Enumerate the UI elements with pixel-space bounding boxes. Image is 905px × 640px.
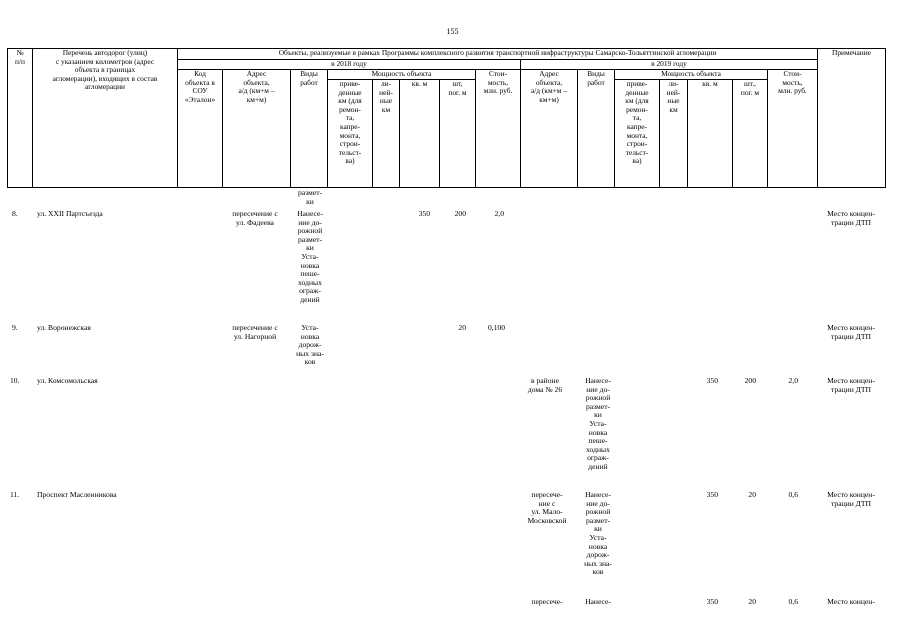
header-cost-2018: Стои- мость, млн. руб. [476,70,521,188]
road-name: Проспект Масленникова [37,490,117,499]
note: Место концен- трации ДТП [827,323,875,341]
sqm-2018: 350 [418,209,430,218]
sqm-2019: 350 [706,376,718,385]
sqm-2019: 350 [706,597,718,606]
row-num: 9. [12,323,18,332]
cost-2019: 0,6 [788,597,798,606]
header-works-2018: Виды работ [291,70,328,188]
address-2018: пересечение с ул. Нагорной [232,323,278,341]
pcs-2019: 200 [744,376,756,385]
works-2018: Уста- новка дорож- ных зна- ков [296,323,324,367]
header-roads: Перечень автодорог (улиц) с указанием километров (адрес объекта в границах агломерации), входящих в состав агломерации [33,49,178,188]
sqm-2019: 350 [706,490,718,499]
address-2019: пересече- [531,597,563,606]
note: Место концен- трации ДТП [827,209,875,227]
address-2019: в районе дома № 26 [527,376,563,394]
address-2019: пересече- ние с ул. Мало- Московской [527,490,567,525]
works-2019: Нанесе- ние до- рожной размет- ки Уста- новка пеше- ходных ограж- дений [585,376,611,471]
page-number: 155 [446,27,459,36]
pcs-2019: 20 [748,597,756,606]
cost-2019: 2,0 [788,376,798,385]
header-code: Код объекта в СОУ «Эталон» [178,70,223,188]
header-km-given-2019: приве- денные км (для ремон- та, капре- монта, строи- тельст- ва) [615,80,660,188]
header-num: № п/п [8,49,33,188]
pcs-2019: 20 [748,490,756,499]
table-header [7,48,886,188]
works-2018: Нанесе- ние до- рожной размет- ки Уста- новка пеше- ходных ограж- дений [297,209,323,304]
note: Место концен- [827,597,875,606]
pcs-2018: 20 [458,323,466,332]
header-objects: Объекты, реализуемые в рамках Программы комплексного развития транспортной инфраструктуры Самарско-Тольяттинской агломерации [178,49,818,60]
cost-2018: 2,0 [494,209,504,218]
road-name: ул. Воронежская [37,323,91,332]
header-sqm-2019: кв. м [688,80,733,188]
header-address-2018: Адрес объекта, а/д (км+м – км+м) [223,70,291,188]
header-capacity-2018: Мощность объекта [328,70,476,80]
address-2018: пересечение с ул. Фадеева [232,209,278,227]
cost-2019: 0,6 [788,490,798,499]
header-km-given-2018: приве- денные км (для ремон- та, капре- монта, строи- тельст- ва) [328,80,373,188]
pcs-2018: 200 [454,209,466,218]
note: Место концен- трации ДТП [827,490,875,508]
row-num: 10. [10,376,20,385]
row-num: 8. [12,209,18,218]
header-address-2019: Адрес объекта, а/д (км+м – км+м) [521,70,578,188]
header-note: Примечание [818,49,886,188]
carryover-text: размет- ки [297,188,323,206]
header-year-2019: в 2019 году [521,60,818,70]
cost-2018: 0,100 [488,323,506,332]
header-cost-2019: Стои- мость, млн. руб. [768,70,818,188]
header-works-2019: Виды работ [578,70,615,188]
works-2019: Нанесе- ние до- рожной размет- ки Уста- новка дорож- ных зна- ков [584,490,612,577]
road-name: ул. XXII Партсъезда [37,209,103,218]
row-num: 11. [10,490,20,499]
header-year-2018: в 2018 году [178,60,521,70]
header-pcs-2019: шт., пог. м [733,80,768,188]
header-sqm-2018: кв. м [400,80,440,188]
header-pcs-2018: шт, пог. м [440,80,476,188]
works-2019: Нанесе- [585,597,611,606]
header-km-linear-2018: ли- ней- ные км [373,80,400,188]
header-km-linear-2019: ли- ней- ные км [660,80,688,188]
road-name: ул. Комсомольская [37,376,98,385]
header-capacity-2019: Мощность объекта [615,70,768,80]
note: Место концен- трации ДТП [827,376,875,394]
